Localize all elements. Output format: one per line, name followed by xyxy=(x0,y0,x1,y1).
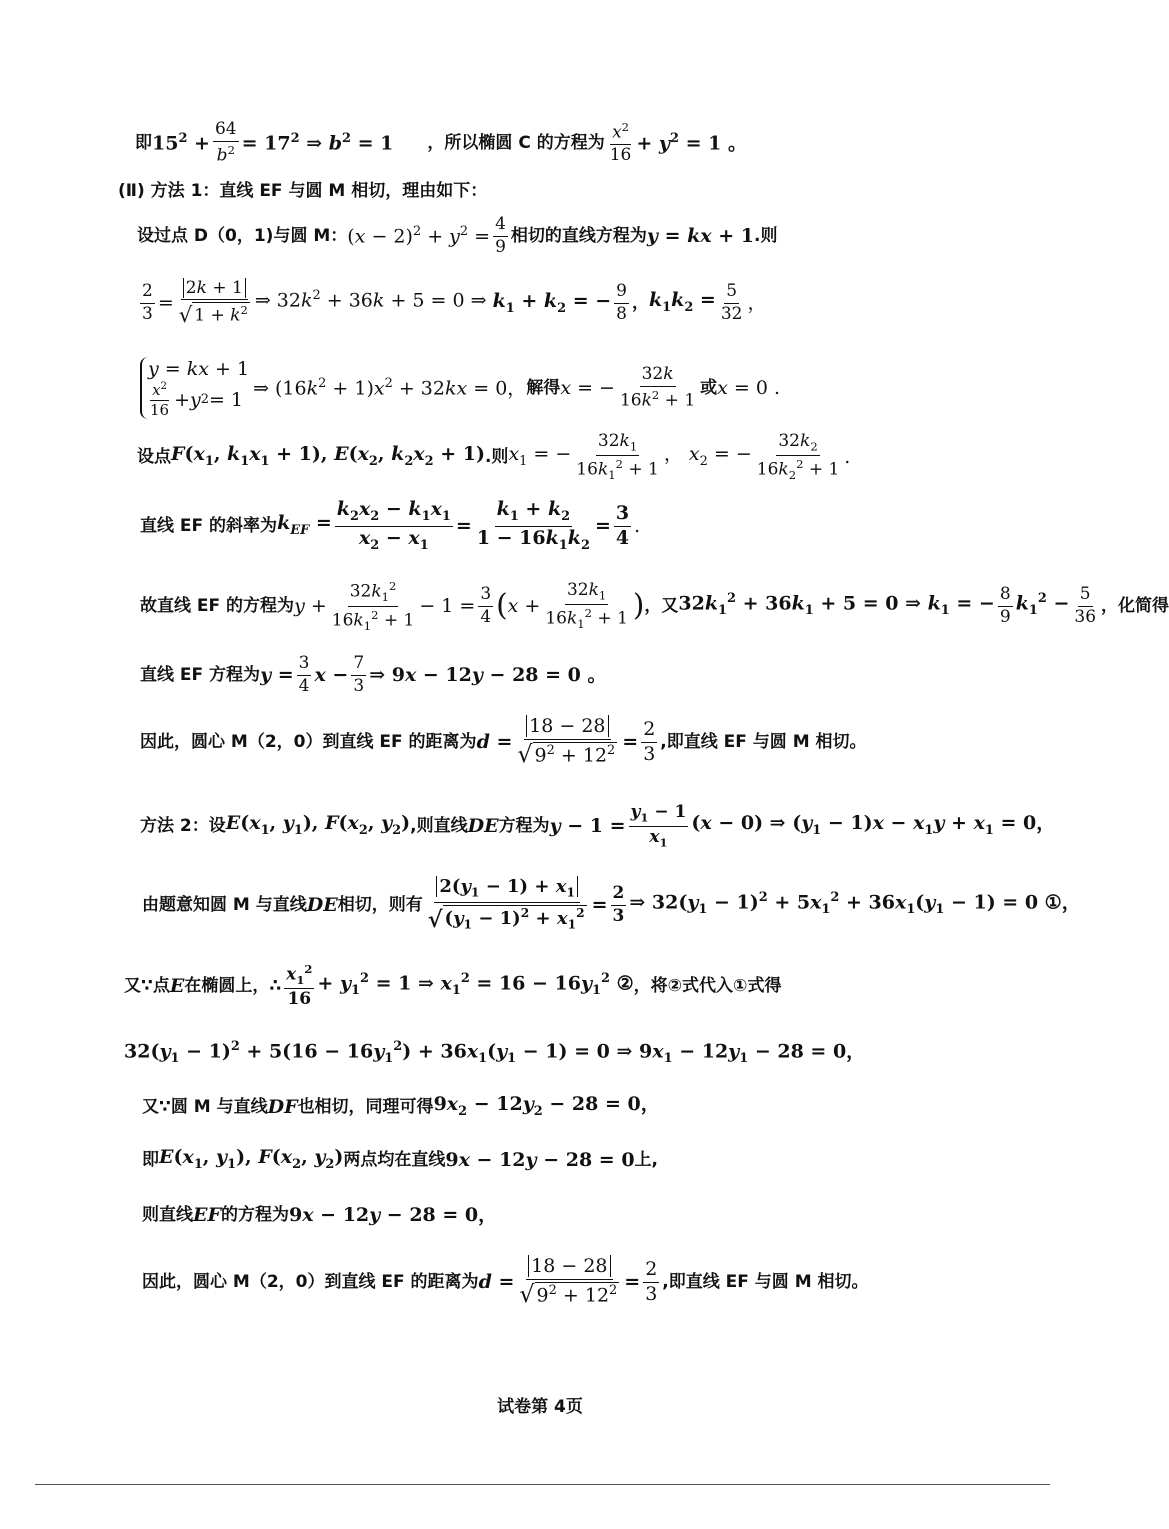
text-segment: .则 xyxy=(484,446,509,467)
text-segment: 的方程为 xyxy=(220,1204,289,1225)
solution-line-11: 方法 2：设 $E(x_1$, $y_1$), $F(x_2$, $y_2$) ,则直线 DE 方程为 y − 1 = $\frac{y_1 - 1}{x_1}$ (x − 0) ⇒ $(y_1 - 1)x - x_1y + x_1 = 0$， xyxy=(140,801,1056,849)
solution-line-5: y = kx + 1 $\frac{x^2}{16}$ + y 2 = 1 ⇒ $(16k^2 + 1)x^2 + 32kx = 0$， 解得 x = − $\frac{32k}{16k^2 + 1}$ 或 x = 0 . xyxy=(140,356,780,420)
solution-line-18: 因此，圆心 M（2，0）到直线 EF 的距离为 d = 18 − 28 √ $9^2 + 12^2$ = $\frac{2}{3}$ ,即直线 EF 与圆 M 相切。 xyxy=(142,1255,869,1308)
solution-line-14: $32(y_1 - 1)^2 + 5(16 - 16y_1^2) + 36x_1(y_1 - 1) = 0$ ⇒ $9x_1 - 12y_1 - 28 = 0$， xyxy=(124,1039,866,1067)
solution-line-3: 设过点 D（0，1)与圆 M： $(x - 2)^2 + y^2$ = $\frac{4}{9}$ 相切的直线方程为 y = kx + 1 .则 xyxy=(137,213,778,257)
text-segment: 方程为 xyxy=(498,815,550,836)
text-segment: 又∵圆 M 与直线 xyxy=(142,1096,268,1117)
solution-line-13: 又∵点 E 在椭圆上，∴ $\frac{x_1^2}{16}$ + $y_1^2 = 1$ ⇒ $x_1^2 = 16 - 16y_1^2$ ② ，将②式代入①式得 xyxy=(124,961,782,1010)
solution-line-4: $\frac{2}{3}$ = 2k + 1 √ $1 + k^2$ ⇒ $32k^2 + 36k + 5 = 0$ ⇒ $k_1 + k_2$ = − $\frac{9}{8}$ ， $k_1k_2$ = $\frac{5}{32}$ ， xyxy=(142,277,767,328)
text-segment: 设点 xyxy=(137,446,171,467)
text-segment: ,即直线 EF 与圆 M 相切。 xyxy=(660,731,867,752)
text-segment: ， xyxy=(631,292,649,313)
text-segment: ,即直线 EF 与圆 M 相切。 xyxy=(662,1271,869,1292)
text-segment: ，又 xyxy=(644,595,679,616)
text-segment: 上, xyxy=(634,1149,659,1170)
text-segment: 即 xyxy=(142,1149,159,1170)
solution-line-8: 故直线 EF 的方程为 y + $\frac{32k_1^2}{16k_1^2 + 1}$ − 1 = $\frac{3}{4}$ ( x + $\frac{32k_1}{16k_1^2 + 1}$ ) ，又 $32k_1^2 + 36k_1 + 5 = 0$ ⇒ $k_1$ = − $\frac{8}{9}$ $k_1^2$ − $\frac{5}{36}$ ，化简得 xyxy=(140,579,1169,633)
text-segment: 则直线 xyxy=(142,1204,193,1225)
solution-line-1: 即 $15^2$ + $\frac{64}{b^2}$ = $17^2$ ⇒ $b^2 = 1$ ， 所以椭圆 C 的方程为 $\frac{x^2}{16}$ + $y^2 = 1$ 。 xyxy=(135,118,747,166)
text-segment: 因此，圆心 M（2，0）到直线 EF 的距离为 xyxy=(140,731,477,752)
text-segment: ，将②式代入①式得 xyxy=(633,975,782,996)
text-segment: 即 xyxy=(135,132,152,153)
text-segment: 由题意知圆 M 与直线 xyxy=(142,894,307,915)
text-segment: 因此，圆心 M（2，0）到直线 EF 的距离为 xyxy=(142,1271,479,1292)
page-footer: 试卷第 4页 xyxy=(497,1397,583,1417)
text-segment: 方法 2：设 xyxy=(140,815,226,836)
text-segment: ,则直线 xyxy=(410,815,468,836)
text-segment: 解得 xyxy=(526,377,561,398)
solution-line-15: 又∵圆 M 与直线 DF 也相切，同理可得 $9x_2 - 12y_2 - 28 = 0$， xyxy=(142,1093,660,1119)
solution-line-2 xyxy=(118,180,487,202)
text-segment: .则 xyxy=(753,225,778,246)
text-segment: 在椭圆上，∴ xyxy=(184,975,282,996)
solution-line-9: 直线 EF 方程为 y = $\frac{3}{4}$ x − $\frac{7}{3}$ ⇒ 9x − 12y − 28 = 0 。 xyxy=(140,652,607,696)
solution-line-7: 直线 EF 的斜率为 $k_{EF}$ = $\frac{k_2x_2 - k_1x_1}{x_2 - x_1}$ = $\frac{k_1 + k_2}{1 - 16k_1k_2}$ = $\frac{3}{4}$ . xyxy=(140,498,641,553)
solution-line-16: 即 $E(x_1$, $y_1$), $F(x_2$, $y_2$) 两点均在直线 9x − 12y − 28 = 0 上, xyxy=(142,1146,659,1172)
solution-line-12: 由题意知圆 M 与直线 DE 相切，则有 $2(y_1 - 1) + x_1$ √ $(y_1 - 1)^2 + x_1^2$ = $\frac{2}{3}$ ⇒ $32(y_1 - 1)^2 + 5x_1^2 + 36x_1(y_1 - 1) = 0$ ①， xyxy=(142,876,1081,933)
text-segment: 相切的直线方程为 xyxy=(510,225,647,246)
solution-line-17: 则直线 EF 的方程为 9x − 12y − 28 = 0， xyxy=(142,1203,498,1226)
text-segment: 设过点 D（0，1)与圆 M： xyxy=(137,225,348,246)
text-segment: 直线 EF 方程为 xyxy=(140,664,261,685)
text-segment: 两点均在直线 xyxy=(343,1149,446,1170)
solution-line-6: 设点 $F(x_1$, $k_1x_1 + 1$), $E(x_2$, $k_2x_2 + 1$) .则 $x_1$ = − $\frac{32k_1}{16k_1^2 + 1}$ ， $x_2$ = − $\frac{32k_2}{16k_2^2 + 1}$ . xyxy=(137,431,851,482)
text-segment: (Ⅱ) 方法 1：直线 EF 与圆 M 相切，理由如下： xyxy=(118,180,488,201)
text-segment: ，化简得 xyxy=(1101,595,1169,616)
text-segment: 直线 EF 的斜率为 xyxy=(140,515,278,536)
text-segment: 所以椭圆 C 的方程为 xyxy=(444,132,605,153)
bottom-rule xyxy=(35,1484,1050,1485)
text-segment: 故直线 EF 的方程为 xyxy=(140,595,295,616)
text-segment: 相切，则有 xyxy=(337,894,423,915)
text-segment: 又∵点 xyxy=(124,975,170,996)
solution-line-10: 因此，圆心 M（2，0）到直线 EF 的距离为 d = 18 − 28 √ $9^2 + 12^2$ = $\frac{2}{3}$ ,即直线 EF 与圆 M 相切。 xyxy=(140,715,867,768)
text-segment: 也相切，同理可得 xyxy=(297,1096,434,1117)
